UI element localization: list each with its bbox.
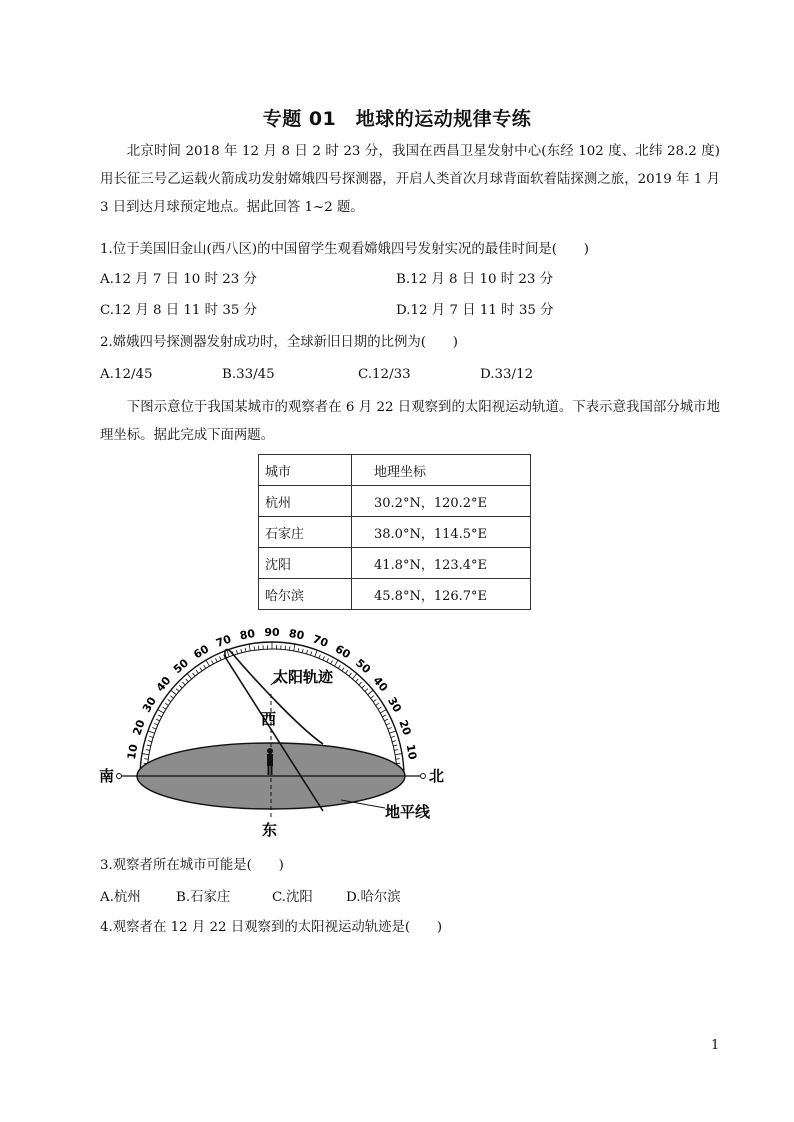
scale-label: 80	[238, 626, 257, 643]
intro-paragraph-1: 北京时间 2018 年 12 月 8 日 2 时 23 分，我国在西昌卫星发射中心(东经 102 度、北纬 28.2 度)用长征三号乙运载火箭成功发射嫦娥四号探测器，开启人类首次月球背面软着陆探测之旅，2019 年 1 月 3 日到达月球预定地点。据此回答 1~2 题。	[100, 144, 720, 215]
scale-tick	[382, 715, 386, 717]
scale-tick	[376, 703, 379, 705]
scale-tick	[389, 731, 396, 733]
north-point	[421, 774, 426, 779]
scale-tick	[148, 731, 155, 733]
scale-tick	[289, 646, 290, 650]
scale-tick	[319, 655, 320, 659]
table-row	[259, 548, 531, 579]
question-1-stem: 1.位于美国旧金山(西八区)的中国留学生观看嫦娥四号发射实况的最佳时间是( )	[100, 242, 589, 257]
east-label: 东	[262, 821, 278, 839]
scale-tick	[338, 665, 340, 668]
scale-tick	[356, 679, 359, 682]
table-cell-city: 杭州	[259, 486, 352, 517]
scale-tick	[392, 741, 396, 742]
table-cell-coords: 38.0°N，114.5°E	[352, 517, 531, 548]
question-3-option-c: C.沈阳	[272, 890, 313, 905]
scale-tick	[298, 648, 299, 652]
scale-tick	[168, 699, 171, 701]
scale-tick	[236, 650, 237, 654]
scale-tick	[245, 648, 246, 652]
north-label: 北	[429, 767, 445, 785]
scale-tick	[171, 690, 176, 694]
scale-tick	[176, 689, 179, 692]
question-1-option-b: B.12 月 8 日 10 时 23 分	[396, 272, 554, 287]
table-cell-coords: 30.2°N，120.2°E	[352, 486, 531, 517]
scale-tick	[365, 689, 368, 692]
horizon-label: 地平线	[385, 803, 431, 821]
page-number: 1	[711, 1038, 720, 1053]
scale-tick	[152, 728, 156, 729]
table-cell-city: 石家庄	[259, 517, 352, 548]
question-2-option-a: A.12/45	[100, 367, 153, 382]
sun-path-diagram	[95, 612, 455, 844]
scale-tick	[345, 670, 347, 673]
scale-tick	[187, 674, 191, 679]
scale-tick	[352, 674, 356, 679]
scale-tick	[391, 736, 395, 737]
scale-label: 20	[130, 718, 148, 737]
scale-tick	[206, 660, 210, 666]
scale-tick	[215, 658, 217, 662]
scale-tick	[335, 660, 339, 666]
scale-tick	[393, 745, 397, 746]
question-3-option-a: A.杭州	[100, 890, 141, 905]
scale-tick	[196, 670, 198, 673]
scale-tick	[342, 668, 344, 671]
south-label: 南	[99, 767, 115, 785]
table-cell-coords: 41.8°N，123.4°E	[352, 548, 531, 579]
scale-tick	[179, 685, 182, 688]
scale-label: 40	[370, 674, 391, 695]
page-title: 专题 01 地球的运动规律专练	[262, 108, 532, 130]
scale-tick	[395, 754, 402, 755]
scale-label: 80	[287, 626, 306, 643]
question-3-option-b: B.石家庄	[176, 890, 231, 905]
south-point	[117, 774, 122, 779]
question-1-option-a: A.12 月 7 日 10 时 23 分	[100, 272, 257, 287]
scale-tick	[148, 741, 152, 742]
question-1-option-c: C.12 月 8 日 11 时 35 分	[100, 303, 258, 318]
question-2-stem: 2.嫦娥四号探测器发射成功时，全球新旧日期的比例为( )	[100, 335, 458, 350]
scale-tick	[182, 682, 185, 685]
west-label: 西	[261, 710, 277, 728]
question-2-option-c: C.12/33	[358, 367, 411, 382]
scale-tick	[327, 658, 329, 662]
scale-tick	[165, 703, 168, 705]
table-cell-city: 哈尔滨	[259, 579, 352, 610]
scale-tick	[294, 644, 295, 651]
table-header-coords: 地理坐标	[352, 455, 531, 486]
question-2-option-d: D.33/12	[480, 367, 534, 382]
scale-tick	[241, 649, 242, 653]
table-header-row	[259, 455, 531, 486]
table-header-city: 城市	[259, 455, 352, 486]
scale-tick	[373, 699, 376, 701]
scale-tick	[362, 685, 365, 688]
scale-label: 40	[153, 674, 174, 695]
table-cell-coords: 45.8°N，126.7°E	[352, 579, 531, 610]
scale-tick	[306, 650, 307, 654]
scale-tick	[200, 668, 202, 671]
city-coordinate-table	[258, 454, 531, 610]
scale-label: 60	[332, 642, 353, 662]
scale-tick	[254, 646, 255, 650]
scale-tick	[204, 665, 206, 668]
question-3-stem: 3.观察者所在城市可能是( )	[100, 858, 284, 873]
question-4-stem: 4.观察者在 12 月 22 日观察到的太阳视运动轨迹是( )	[100, 920, 443, 935]
scale-tick	[158, 710, 164, 714]
scale-tick	[323, 656, 325, 660]
table-row	[259, 517, 531, 548]
scale-label: 70	[214, 632, 234, 650]
scale-tick	[378, 707, 381, 709]
scale-tick	[396, 759, 400, 760]
scale-tick	[394, 750, 398, 751]
scale-tick	[186, 679, 189, 682]
scale-tick	[302, 649, 303, 653]
scale-tick	[349, 673, 351, 676]
scale-tick	[311, 651, 312, 655]
sun-path-label: 太阳轨迹	[273, 668, 334, 686]
scale-tick	[147, 745, 151, 746]
scale-tick	[249, 644, 250, 651]
scale-tick	[170, 696, 173, 698]
scale-tick	[149, 736, 153, 737]
scale-tick	[371, 696, 374, 698]
scale-label: 90	[264, 626, 280, 639]
scale-label: 50	[171, 656, 192, 677]
horizon-leader	[341, 800, 385, 808]
scale-label: 50	[352, 656, 373, 677]
scale-tick	[144, 759, 148, 760]
scale-label: 30	[385, 694, 404, 715]
scale-label: 10	[124, 743, 141, 761]
scale-tick	[158, 715, 162, 717]
scale-tick	[211, 660, 213, 664]
scale-tick	[220, 656, 222, 660]
scale-tick	[163, 707, 166, 709]
scale-tick	[386, 723, 390, 725]
scale-tick	[388, 728, 392, 729]
scale-label: 20	[396, 718, 414, 737]
scale-label: 30	[140, 694, 159, 715]
question-1-option-d: D.12 月 7 日 11 时 35 分	[396, 303, 554, 318]
scale-label: 10	[403, 743, 420, 761]
table-row	[259, 486, 531, 517]
table-row	[259, 579, 531, 610]
question-2-option-b: B.33/45	[222, 367, 275, 382]
intro-paragraph-2: 下图示意位于我国某城市的观察者在 6 月 22 日观察到的太阳视运动轨道。下表示意我国部分城市地理坐标。据此完成下面两题。	[100, 400, 720, 443]
scale-tick	[146, 750, 150, 751]
scale-tick	[193, 673, 195, 676]
scale-label: 60	[191, 642, 212, 662]
question-3-option-d: D.哈尔滨	[346, 890, 401, 905]
scale-label: 70	[310, 632, 330, 650]
scale-tick	[315, 650, 317, 657]
scale-tick	[384, 719, 388, 721]
scale-tick	[156, 719, 160, 721]
scale-tick	[359, 682, 362, 685]
scale-tick	[368, 690, 373, 694]
scale-tick	[154, 723, 158, 725]
scale-tick	[331, 660, 333, 664]
table-cell-city: 沈阳	[259, 548, 352, 579]
scale-tick	[142, 754, 149, 755]
scale-tick	[380, 710, 386, 714]
